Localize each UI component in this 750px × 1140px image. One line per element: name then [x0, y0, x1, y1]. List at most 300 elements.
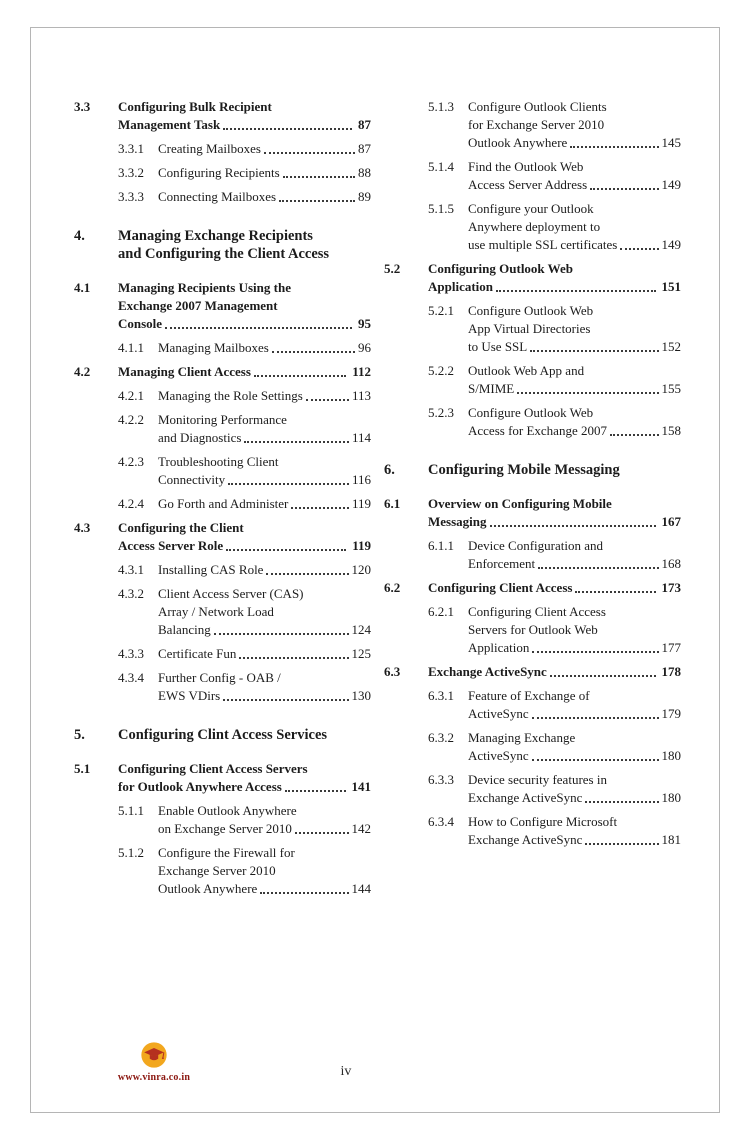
- toc-entry-text: [158, 645, 371, 663]
- toc-entry-number: 6.3.3: [428, 772, 454, 787]
- toc-page-number: 177: [661, 640, 681, 655]
- toc-entry-number: 4.2.1: [118, 388, 144, 403]
- toc-entry-line-text: Exchange Server 2010: [158, 863, 276, 878]
- toc-entry-text: [468, 362, 681, 398]
- toc-entry-line: [158, 844, 371, 862]
- toc-entry-number: 4.3.4: [118, 670, 144, 685]
- toc-entry-line: [468, 362, 681, 380]
- toc-entry-6-2-1: [384, 603, 681, 657]
- toc-entry-line-text: Go Forth and Administer: [158, 496, 289, 511]
- toc-entry-line: [118, 227, 371, 245]
- toc-page-number: 119: [352, 538, 371, 553]
- toc-column-left: [74, 98, 371, 904]
- toc-entry-line: [118, 760, 371, 778]
- toc-entry-line: [468, 603, 681, 621]
- toc-entry-line-text: Configure Outlook Clients: [468, 99, 607, 114]
- toc-entry-line-text: Configuring Client Access: [468, 604, 606, 619]
- leader-dots: [227, 471, 350, 489]
- toc-entry-line-text: Application: [468, 640, 530, 655]
- leader-dots: [164, 315, 353, 333]
- toc-entry-text: [468, 729, 681, 765]
- toc-page-number: 141: [351, 779, 371, 794]
- toc-entry-line-text: on Exchange Server 2010: [158, 821, 292, 836]
- toc-entry-line-text: Further Config - OAB /: [158, 670, 281, 685]
- toc-entry-line: [468, 555, 681, 573]
- toc-entry-4-3-3: [74, 645, 371, 663]
- toc-entry-line: [468, 218, 681, 236]
- toc-entry-text: [468, 98, 681, 152]
- toc-page-number: 95: [358, 316, 371, 331]
- toc-entry-line-text: Overview on Configuring Mobile: [428, 496, 612, 511]
- leader-dots: [531, 639, 659, 657]
- toc-entry-text: [118, 363, 371, 381]
- toc-entry-line-text: Enable Outlook Anywhere: [158, 803, 297, 818]
- toc-entry-line-text: Installing CAS Role: [158, 562, 264, 577]
- toc-entry-line-text: use multiple SSL certificates: [468, 237, 618, 252]
- toc-entry-text: [158, 339, 371, 357]
- toc-entry-line: [468, 158, 681, 176]
- toc-entry-number: 6.2: [384, 580, 401, 595]
- leader-dots: [265, 561, 349, 579]
- toc-entry-line: [428, 260, 681, 278]
- toc-entry-3-3-1: [74, 140, 371, 158]
- toc-entry-number: 4.: [74, 228, 85, 244]
- toc-entry-line: [158, 339, 371, 357]
- toc-entry-5-1-4: [384, 158, 681, 194]
- toc-entry-line: [118, 116, 371, 134]
- toc-entry-line-text: Creating Mailboxes: [158, 141, 261, 156]
- toc-entry-5-2-3: [384, 404, 681, 440]
- toc-entry-line-text: Certificate Fun: [158, 646, 237, 661]
- toc-entry-text: [158, 164, 371, 182]
- toc-entry-number: 5.: [74, 727, 85, 743]
- toc-entry-line: [158, 820, 371, 838]
- toc-entry-line-text: Outlook Anywhere: [158, 881, 258, 896]
- toc-entry-line: [468, 116, 681, 134]
- toc-entry-number: 4.2.4: [118, 496, 144, 511]
- toc-column-right: [384, 98, 681, 855]
- toc-entry-line: [118, 98, 371, 116]
- leader-dots: [238, 645, 349, 663]
- toc-entry-line-text: How to Configure Microsoft: [468, 814, 618, 829]
- toc-entry-text: [158, 495, 371, 513]
- toc-page-number: 180: [661, 748, 681, 763]
- toc-entry-6-2: [384, 579, 681, 597]
- toc-entry-6-3-1: [384, 687, 681, 723]
- toc-entry-number: 4.3.3: [118, 646, 144, 661]
- toc-entry-text: [118, 726, 371, 744]
- toc-entry-line: [468, 687, 681, 705]
- toc-entry-line: [118, 778, 371, 796]
- toc-entry-line-text: and Diagnostics: [158, 430, 242, 445]
- toc-entry-line-text: Connecting Mailboxes: [158, 189, 277, 204]
- toc-entry-5-1-2: [74, 844, 371, 898]
- toc-entry-line: [158, 862, 371, 880]
- toc-entry-line: [158, 188, 371, 206]
- leader-dots: [489, 513, 657, 531]
- toc-entry-4-2: [74, 363, 371, 381]
- toc-entry-line: [468, 789, 681, 807]
- toc-entry-text: [468, 603, 681, 657]
- toc-entry-line: [468, 200, 681, 218]
- toc-entry-line-text: S/MIME: [468, 381, 515, 396]
- toc-page-number: 124: [351, 622, 371, 637]
- toc-entry-line: [468, 98, 681, 116]
- toc-entry-line-text: Access Server Role: [118, 538, 224, 553]
- toc-entry-line-text: Array / Network Load: [158, 604, 274, 619]
- page-number: iv: [340, 1064, 352, 1079]
- toc-entry-number: 5.2.1: [428, 303, 454, 318]
- toc-entry-text: [118, 519, 371, 555]
- toc-entry-number: 4.3: [74, 520, 91, 535]
- toc-page-number: 130: [351, 688, 371, 703]
- leader-dots: [290, 495, 350, 513]
- toc-entry-number: 4.2: [74, 364, 91, 379]
- toc-entry-number: 5.1.3: [428, 99, 454, 114]
- toc-page-number: 88: [358, 165, 371, 180]
- leader-dots: [222, 116, 353, 134]
- leader-dots: [284, 778, 347, 796]
- toc-entry-text: [468, 200, 681, 254]
- toc-entry-line-text: Managing Exchange Recipients: [118, 228, 313, 244]
- toc-entry-5-2: [384, 260, 681, 296]
- toc-entry-4-3-1: [74, 561, 371, 579]
- toc-entry-text: [158, 411, 371, 447]
- toc-entry-text: [158, 802, 371, 838]
- toc-entry-line-text: Configuring Recipients: [158, 165, 280, 180]
- toc-page-number: 149: [661, 237, 681, 252]
- toc-entry-4-1: [74, 279, 371, 333]
- toc-entry-text: [468, 158, 681, 194]
- toc-entry-number: 5.2.3: [428, 405, 454, 420]
- toc-entry-number: 6.3.4: [428, 814, 454, 829]
- toc-entry-line-text: Messaging: [428, 514, 487, 529]
- toc-entry-number: 3.3.2: [118, 165, 144, 180]
- toc-entry-text: [428, 579, 681, 597]
- toc-entry-5-2-2: [384, 362, 681, 398]
- toc-entry-number: 6.3: [384, 664, 401, 679]
- leader-dots: [225, 537, 347, 555]
- toc-entry-line-text: Device security features in: [468, 772, 607, 787]
- toc-entry-4-2-2: [74, 411, 371, 447]
- toc-entry-number: 5.2: [384, 261, 401, 276]
- toc-entry-line: [428, 495, 681, 513]
- toc-entry-line-text: Exchange 2007 Management: [118, 298, 278, 313]
- toc-entry-line: [158, 140, 371, 158]
- toc-entry-text: [428, 663, 681, 681]
- toc-entry-4-2-4: [74, 495, 371, 513]
- toc-entry-number: 6.1: [384, 496, 401, 511]
- toc-entry-line-text: Access Server Address: [468, 177, 588, 192]
- toc-entry-line-text: Anywhere deployment to: [468, 219, 601, 234]
- leader-dots: [516, 380, 659, 398]
- toc-entry-line: [428, 513, 681, 531]
- toc-entry-line: [118, 279, 371, 297]
- toc-entry-line-text: App Virtual Directories: [468, 321, 591, 336]
- toc-entry-line: [468, 404, 681, 422]
- toc-entry-line-text: for Outlook Anywhere Access: [118, 779, 282, 794]
- toc-entry-5: [74, 726, 371, 744]
- toc-entry-number: 5.1.1: [118, 803, 144, 818]
- toc-entry-5-1-1: [74, 802, 371, 838]
- toc-entry-line-text: Find the Outlook Web: [468, 159, 584, 174]
- leader-dots: [495, 278, 656, 296]
- toc-entry-line-text: Configuring the Client: [118, 520, 244, 535]
- toc-entry-text: [468, 537, 681, 573]
- toc-entry-line: [158, 645, 371, 663]
- toc-entry-3-3: [74, 98, 371, 134]
- toc-page-number: 120: [351, 562, 371, 577]
- toc-page-number: 142: [351, 821, 371, 836]
- toc-entry-text: [158, 585, 371, 639]
- toc-entry-line: [158, 411, 371, 429]
- toc-entry-text: [158, 140, 371, 158]
- toc-page-number: 96: [358, 340, 371, 355]
- toc-entry-line-text: for Exchange Server 2010: [468, 117, 605, 132]
- leader-dots: [294, 820, 350, 838]
- toc-entry-number: 5.1.5: [428, 201, 454, 216]
- toc-entry-line: [468, 771, 681, 789]
- toc-entry-line: [468, 422, 681, 440]
- toc-entry-line-text: Access for Exchange 2007: [468, 423, 607, 438]
- toc-entry-4-1-1: [74, 339, 371, 357]
- toc-entry-number: 4.2.3: [118, 454, 144, 469]
- leader-dots: [609, 422, 660, 440]
- toc-entry-line-text: Configure your Outlook: [468, 201, 594, 216]
- toc-entry-4-3: [74, 519, 371, 555]
- toc-entry-line-text: Console: [118, 316, 163, 331]
- toc-entry-line-text: Configure Outlook Web: [468, 405, 594, 420]
- toc-entry-line-text: Client Access Server (CAS): [158, 586, 304, 601]
- leader-dots: [253, 363, 347, 381]
- toc-entry-text: [158, 844, 371, 898]
- toc-entry-line-text: to Use SSL: [468, 339, 528, 354]
- leader-dots: [574, 579, 656, 597]
- toc-entry-line: [468, 705, 681, 723]
- toc-entry-line-text: Troubleshooting Client: [158, 454, 279, 469]
- toc-entry-line-text: Managing Client Access: [118, 364, 251, 379]
- toc-entry-line: [468, 537, 681, 555]
- toc-entry-line: [468, 380, 681, 398]
- toc-entry-text: [158, 453, 371, 489]
- toc-entry-line-text: Managing the Role Settings: [158, 388, 303, 403]
- toc-entry-line: [118, 315, 371, 333]
- toc-entry-line: [468, 236, 681, 254]
- toc-entry-text: [118, 98, 371, 134]
- toc-entry-line: [158, 429, 371, 447]
- toc-entry-line-text: Managing Mailboxes: [158, 340, 269, 355]
- toc-entry-text: [158, 387, 371, 405]
- toc-entry-line-text: Configuring Client Access Servers: [118, 761, 308, 776]
- toc-entry-line: [428, 663, 681, 681]
- toc-entry-line-text: Application: [428, 279, 494, 294]
- toc-page-number: 151: [661, 279, 681, 294]
- toc-entry-6-3: [384, 663, 681, 681]
- toc-entry-line-text: Exchange ActiveSync: [468, 790, 583, 805]
- toc-entry-5-1: [74, 760, 371, 796]
- toc-entry-number: 3.3.3: [118, 189, 144, 204]
- toc-entry-number: 5.1.4: [428, 159, 454, 174]
- toc-page-number: 119: [351, 496, 371, 511]
- leader-dots: [619, 236, 659, 254]
- toc-entry-line-text: Balancing: [158, 622, 211, 637]
- toc-entry-line-text: Exchange ActiveSync: [428, 664, 547, 679]
- toc-entry-6-1: [384, 495, 681, 531]
- toc-entry-line: [118, 537, 371, 555]
- toc-entry-6-3-2: [384, 729, 681, 765]
- toc-page-number: 149: [661, 177, 681, 192]
- toc-entry-line-text: Outlook Anywhere: [468, 135, 568, 150]
- toc-entry-text: [468, 687, 681, 723]
- toc-entry-line: [158, 669, 371, 687]
- toc-entry-5-2-1: [384, 302, 681, 356]
- toc-entry-line-text: Servers for Outlook Web: [468, 622, 598, 637]
- toc-entry-number: 6.2.1: [428, 604, 454, 619]
- leader-dots: [213, 621, 350, 639]
- toc-entry-line: [428, 461, 681, 479]
- toc-entry-line-text: Configuring Bulk Recipient: [118, 99, 272, 114]
- toc-page-number: 155: [661, 381, 681, 396]
- toc-entry-number: 4.3.1: [118, 562, 144, 577]
- toc-entry-text: [468, 302, 681, 356]
- leader-dots: [259, 880, 349, 898]
- toc-page-number: 179: [661, 706, 681, 721]
- toc-entry-number: 6.3.2: [428, 730, 454, 745]
- leader-dots: [531, 705, 660, 723]
- toc-page-number: 144: [351, 881, 371, 896]
- toc-entry-4-3-2: [74, 585, 371, 639]
- website-text: www.vinra.co.in: [117, 1072, 191, 1083]
- toc-entry-number: 6.3.1: [428, 688, 454, 703]
- toc-page-number: 114: [351, 430, 371, 445]
- toc-entry-number: 5.2.2: [428, 363, 454, 378]
- toc-entry-line-text: ActiveSync: [468, 748, 529, 763]
- toc-entry-5-1-5: [384, 200, 681, 254]
- toc-entry-line-text: Configuring Clint Access Services: [118, 727, 328, 743]
- leader-dots: [549, 663, 657, 681]
- toc-entry-text: [468, 404, 681, 440]
- toc-entry-line: [468, 813, 681, 831]
- toc-entry-4: [74, 227, 371, 263]
- toc-entry-line-text: Device Configuration and: [468, 538, 604, 553]
- toc-entry-line-text: Outlook Web App and: [468, 363, 585, 378]
- toc-entry-line: [118, 519, 371, 537]
- toc-entry-text: [118, 760, 371, 796]
- toc-entry-line-text: Monitoring Performance: [158, 412, 287, 427]
- toc-entry-number: 5.1: [74, 761, 91, 776]
- toc-entry-line: [118, 245, 371, 263]
- toc-entry-line-text: EWS VDirs: [158, 688, 221, 703]
- toc-entry-3-3-3: [74, 188, 371, 206]
- toc-page-number: 87: [358, 117, 371, 132]
- toc-entry-line-text: Configure Outlook Web: [468, 303, 594, 318]
- toc-page-number: 181: [661, 832, 681, 847]
- toc-entry-line: [428, 579, 681, 597]
- toc-entry-line: [118, 363, 371, 381]
- toc-entry-line: [428, 278, 681, 296]
- toc-entry-6-3-3: [384, 771, 681, 807]
- toc-entry-line-text: Managing Exchange: [468, 730, 576, 745]
- toc-entry-line: [468, 176, 681, 194]
- toc-entry-text: [118, 279, 371, 333]
- toc-entry-number: 6.: [384, 462, 395, 478]
- toc-entry-line-text: Managing Recipients Using the: [118, 280, 291, 295]
- toc-entry-number: 4.1.1: [118, 340, 144, 355]
- toc-page-number: 173: [661, 580, 681, 595]
- toc-entry-line-text: Configuring Outlook Web: [428, 261, 573, 276]
- toc-entry-6: [384, 461, 681, 479]
- toc-entry-6-1-1: [384, 537, 681, 573]
- toc-entry-4-3-4: [74, 669, 371, 705]
- leader-dots: [271, 339, 356, 357]
- toc-entry-line: [158, 471, 371, 489]
- toc-entry-line-text: Enforcement: [468, 556, 536, 571]
- toc-entry-number: 3.3.1: [118, 141, 144, 156]
- toc-entry-number: 4.2.2: [118, 412, 144, 427]
- leader-dots: [282, 164, 356, 182]
- toc-entry-line-text: Configuring Client Access: [428, 580, 573, 595]
- toc-entry-3-3-2: [74, 164, 371, 182]
- toc-page-number: 87: [358, 141, 371, 156]
- toc-entry-line: [468, 621, 681, 639]
- toc-entry-line: [468, 338, 681, 356]
- toc-entry-text: [468, 813, 681, 849]
- leader-dots: [584, 789, 659, 807]
- toc-entry-line: [158, 687, 371, 705]
- toc-entry-text: [468, 771, 681, 807]
- toc-entry-line-text: Management Task: [118, 117, 221, 132]
- leader-dots: [529, 338, 659, 356]
- toc-entry-line: [468, 747, 681, 765]
- leader-dots: [305, 387, 350, 405]
- toc-entry-line: [158, 164, 371, 182]
- toc-entry-line: [158, 880, 371, 898]
- toc-entry-line-text: Connectivity: [158, 472, 226, 487]
- toc-entry-line: [468, 302, 681, 320]
- leader-dots: [222, 687, 349, 705]
- leader-dots: [263, 140, 356, 158]
- toc-entry-line: [468, 134, 681, 152]
- toc-entry-text: [428, 495, 681, 531]
- toc-entry-line: [158, 802, 371, 820]
- toc-entry-5-1-3: [384, 98, 681, 152]
- toc-entry-line-text: Feature of Exchange of: [468, 688, 590, 703]
- toc-entry-text: [118, 227, 371, 263]
- toc-entry-line: [468, 639, 681, 657]
- toc-entry-line: [118, 297, 371, 315]
- toc-page-number: 113: [351, 388, 371, 403]
- toc-page-number: 152: [661, 339, 681, 354]
- toc-page-number: 158: [661, 423, 681, 438]
- toc-entry-line-text: ActiveSync: [468, 706, 529, 721]
- toc-entry-4-2-1: [74, 387, 371, 405]
- toc-entry-6-3-4: [384, 813, 681, 849]
- toc-entry-number: 3.3: [74, 99, 91, 114]
- toc-page-number: 180: [661, 790, 681, 805]
- toc-entry-line: [158, 621, 371, 639]
- leader-dots: [531, 747, 660, 765]
- leader-dots: [589, 176, 659, 194]
- toc-page-number: 145: [661, 135, 681, 150]
- leader-dots: [584, 831, 659, 849]
- toc-entry-number: 5.1.2: [118, 845, 144, 860]
- toc-entry-line: [158, 453, 371, 471]
- toc-page-number: 178: [661, 664, 681, 679]
- toc-entry-number: 4.1: [74, 280, 91, 295]
- toc-page-number: 89: [358, 189, 371, 204]
- toc-entry-line: [468, 320, 681, 338]
- leader-dots: [278, 188, 356, 206]
